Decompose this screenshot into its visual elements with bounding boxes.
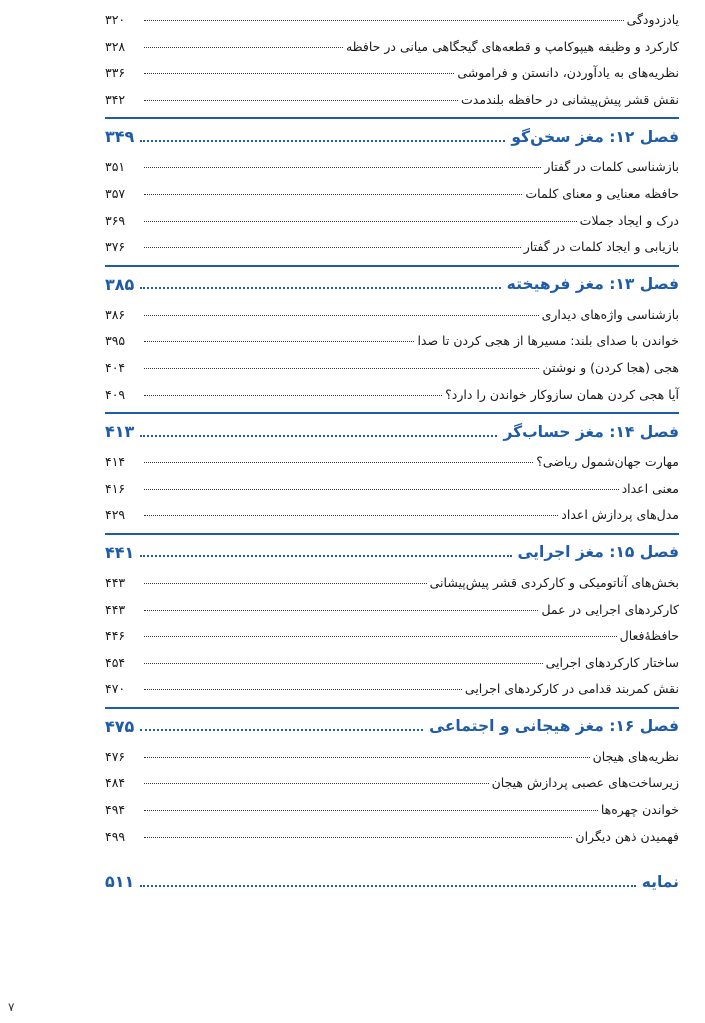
entry-title: حافظه معنایی و معنای کلمات xyxy=(525,185,679,201)
dot-leader xyxy=(140,885,635,887)
entry-title: زیرساخت‌های عصبی پردازش هیجان xyxy=(491,775,679,791)
toc-entry[interactable] xyxy=(105,824,679,851)
toc-entry[interactable] xyxy=(105,234,679,261)
entry-page: ۳۵۷ xyxy=(105,185,126,201)
entry-page: ۴۱۶ xyxy=(105,480,126,496)
entry-title: کارکردهای اجرایی در عمل xyxy=(541,601,679,617)
entry-page: ۳۲۰ xyxy=(105,12,126,27)
dot-leader xyxy=(144,194,522,195)
dot-leader xyxy=(144,20,624,21)
toc-entry[interactable] xyxy=(105,570,679,597)
toc-entry[interactable] xyxy=(105,34,679,61)
entry-title: بازشناسی واژه‌های دیداری xyxy=(541,306,679,322)
dot-leader xyxy=(140,555,511,557)
page-number: ۷ xyxy=(8,1000,15,1014)
dot-leader xyxy=(144,757,590,758)
chapter-title: فصل ۱۳: مغز فرهیخته xyxy=(506,275,679,294)
toc-entry[interactable] xyxy=(105,382,679,409)
chapter-title: فصل ۱۲: مغز سخن‌گو xyxy=(511,127,679,146)
dot-leader xyxy=(144,341,414,342)
dot-leader xyxy=(140,140,505,142)
toc-entry[interactable] xyxy=(105,181,679,208)
dot-leader xyxy=(144,636,617,637)
toc-entry[interactable] xyxy=(105,676,679,703)
toc-entry[interactable] xyxy=(105,623,679,650)
entry-title: نظریه‌های به یادآوردن، دانستن و فراموشی xyxy=(457,65,679,81)
chapter-heading[interactable] xyxy=(105,533,679,570)
entry-title: یادزدودگی xyxy=(626,12,679,27)
dot-leader xyxy=(144,783,489,784)
entry-page: ۴۴۳ xyxy=(105,574,126,590)
dot-leader xyxy=(140,729,423,731)
chapter-page: ۴۷۵ xyxy=(105,716,135,736)
dot-leader xyxy=(140,287,500,289)
chapter-page: ۴۱۳ xyxy=(105,422,135,442)
chapter-page: ۴۴۱ xyxy=(105,542,135,562)
entry-page: ۳۹۵ xyxy=(105,333,126,349)
toc-entry[interactable] xyxy=(105,797,679,824)
index-heading[interactable] xyxy=(105,864,679,899)
entry-title: حافظهٔ‌فعال xyxy=(619,628,679,644)
entry-title: معنی اعداد xyxy=(621,480,679,496)
toc-entry[interactable] xyxy=(105,60,679,87)
entry-title: خواندن با صدای بلند: مسیرها از هجی کردن تا صدا xyxy=(417,333,679,349)
dot-leader xyxy=(144,167,541,168)
chapter-page: ۳۸۵ xyxy=(105,274,135,294)
entry-page: ۴۹۴ xyxy=(105,802,126,818)
entry-title: خواندن چهره‌ها xyxy=(600,802,679,818)
index-title: نمایه xyxy=(641,872,679,891)
chapter-title: فصل ۱۴: مغز حساب‌گر xyxy=(503,422,679,441)
toc-entry[interactable] xyxy=(105,449,679,476)
toc-entry[interactable] xyxy=(105,650,679,677)
entry-page: ۳۷۶ xyxy=(105,239,126,255)
entry-title: درک و ایجاد جملات xyxy=(579,212,679,228)
dot-leader xyxy=(144,47,343,48)
toc-entry[interactable] xyxy=(105,328,679,355)
dot-leader xyxy=(144,247,521,248)
entry-page: ۴۰۹ xyxy=(105,386,126,402)
entry-page: ۴۸۴ xyxy=(105,775,126,791)
entry-page: ۴۰۴ xyxy=(105,359,126,375)
entry-title: بازشناسی کلمات در گفتار xyxy=(544,159,679,175)
toc-entry[interactable] xyxy=(105,302,679,329)
toc-entry[interactable] xyxy=(105,770,679,797)
toc-entry[interactable] xyxy=(105,502,679,529)
dot-leader xyxy=(144,663,543,664)
entry-page: ۴۲۹ xyxy=(105,507,126,523)
index-page: ۵۱۱ xyxy=(105,872,135,892)
chapter-heading[interactable] xyxy=(105,412,679,449)
entry-page: ۴۱۴ xyxy=(105,454,126,470)
entry-title: کارکرد و وظیفه هیپوکامپ و قطعه‌های گیجگاهی میانی در حافظه xyxy=(345,38,679,54)
entry-page: ۳۲۸ xyxy=(105,38,126,54)
entry-title: فهمیدن ذهن دیگران xyxy=(575,828,679,844)
entry-page: ۳۳۶ xyxy=(105,65,126,81)
chapter-heading[interactable] xyxy=(105,117,679,154)
entry-page: ۴۷۰ xyxy=(105,681,126,697)
entry-page: ۴۷۶ xyxy=(105,748,126,764)
toc-entry[interactable] xyxy=(105,476,679,503)
chapter-title: فصل ۱۶: مغز هیجانی و اجتماعی xyxy=(429,717,679,736)
entry-title: آیا هجی کردن همان سازوکار خواندن را دارد؟ xyxy=(445,386,679,402)
dot-leader xyxy=(144,837,572,838)
dot-leader xyxy=(144,395,442,396)
dot-leader xyxy=(140,435,497,437)
toc-entry[interactable] xyxy=(105,208,679,235)
entry-title: نقش کمربند قدامی در کارکردهای اجرایی xyxy=(464,681,679,697)
entry-title: بخش‌های آناتومیکی و کارکردی قشر پیش‌پیشانی xyxy=(429,574,679,590)
dot-leader xyxy=(144,100,458,101)
chapter-heading[interactable] xyxy=(105,265,679,302)
entry-title: بازیابی و ایجاد کلمات در گفتار xyxy=(523,239,679,255)
dot-leader xyxy=(144,221,577,222)
entry-title: هجی (هجا کردن) و نوشتن xyxy=(542,359,679,375)
toc-entry[interactable] xyxy=(105,597,679,624)
dot-leader xyxy=(144,462,533,463)
dot-leader xyxy=(144,583,427,584)
chapter-page: ۳۴۹ xyxy=(105,127,135,147)
dot-leader xyxy=(144,515,558,516)
chapter-title: فصل ۱۵: مغز اجرایی xyxy=(517,543,679,562)
entry-page: ۳۵۱ xyxy=(105,159,126,175)
dot-leader xyxy=(144,610,538,611)
dot-leader xyxy=(144,315,539,316)
dot-leader xyxy=(144,368,539,369)
chapter-heading[interactable] xyxy=(105,707,679,744)
dot-leader xyxy=(144,73,454,74)
entry-title: نقش قشر پیش‌پیشانی در حافظه بلندمدت xyxy=(461,91,679,107)
entry-title: مدل‌های پردازش اعداد xyxy=(561,507,679,523)
toc-entry[interactable] xyxy=(105,87,679,114)
dot-leader xyxy=(144,489,619,490)
entry-page: ۳۴۲ xyxy=(105,91,126,107)
entry-page: ۳۶۹ xyxy=(105,212,126,228)
toc-entry[interactable] xyxy=(105,7,679,34)
table-of-contents xyxy=(105,0,679,899)
entry-page: ۴۴۶ xyxy=(105,628,126,644)
dot-leader xyxy=(144,689,462,690)
entry-page: ۴۹۹ xyxy=(105,828,126,844)
dot-leader xyxy=(144,810,598,811)
entry-page: ۴۵۴ xyxy=(105,654,126,670)
entry-page: ۳۸۶ xyxy=(105,306,126,322)
entry-page: ۴۴۳ xyxy=(105,601,126,617)
toc-entry[interactable] xyxy=(105,355,679,382)
entry-title: مهارت جهان‌شمول ریاضی؟ xyxy=(536,454,679,470)
toc-entry[interactable] xyxy=(105,744,679,771)
entry-title: ساختار کارکردهای اجرایی xyxy=(545,654,679,670)
entry-title: نظریه‌های هیجان xyxy=(592,748,679,764)
toc-entry[interactable] xyxy=(105,154,679,181)
